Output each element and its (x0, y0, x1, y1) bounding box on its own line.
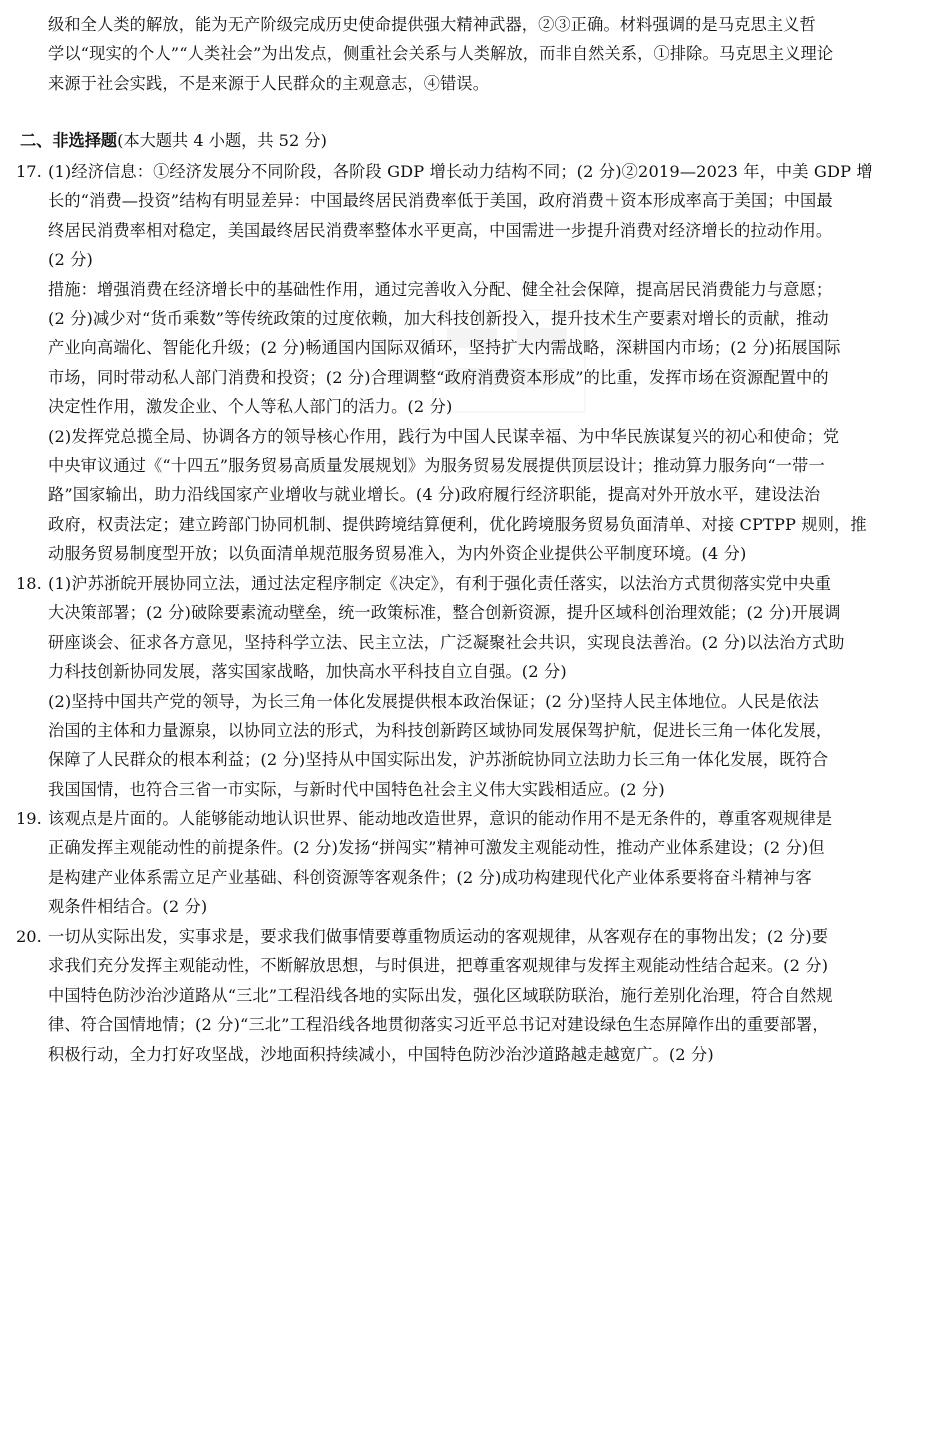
text-line: (2 分)减少对“货币乘数”等传统政策的过度依赖，加大科技创新投入，提升技术生产要素对增长的贡献，推动 (48, 309, 829, 329)
text-line: 级和全人类的解放，能为无产阶级完成历史使命提供强大精神武器，②③正确。材料强调的是马克思主义哲 (48, 15, 816, 34)
text-line: 求我们充分发挥主观能动性，不断解放思想，与时俱进，把尊重客观规律与发挥主观能动性结合起来。(2 分) (48, 956, 829, 976)
question-number: 17. (16, 162, 42, 181)
text-line: 力科技创新协同发展，落实国家战略，加快高水平科技自立自强。(2 分) (48, 662, 567, 682)
text-line: 大决策部署；(2 分)破除要素流动壁垒，统一政策标准，整合创新资源，提升区域科创治理效能；(2 分)开展调 (48, 603, 841, 623)
text-line: 一切从实际出发，实事求是，要求我们做事情要尊重物质运动的客观规律，从客观存在的事物出发；(2 分)要 (48, 927, 829, 946)
section-title: 二、非选择题 (20, 131, 118, 150)
text-line: 中国特色防沙治沙道路从“三北”工程沿线各地的实际出发，强化区域联防联治，施行差别化治理，符合自然规 (48, 985, 833, 1005)
text-line: 我国国情，也符合三省一市实际，与新时代中国特色社会主义伟大实践相适应。(2 分) (48, 779, 665, 799)
text-line: 是构建产业体系需立足产业基础、科创资源等客观条件；(2 分)成功构建现代化产业体系要将奋斗精神与客 (48, 867, 812, 887)
question-18 (16, 569, 933, 804)
text-line: 正确发挥主观能动性的前提条件。(2 分)发扬“拼闯实”精神可激发主观能动性，推动产业体系建设；(2 分)但 (48, 838, 825, 858)
text-line: 产业向高端化、智能化升级；(2 分)畅通国内国际双循环，坚持扩大内需战略，深耕国内市场；(2 分)拓展国际 (48, 338, 841, 358)
q18-part1 (48, 569, 933, 687)
text-line: 长的“消费—投资”结构有明显差异：中国最终居民消费率低于美国，政府消费＋资本形成率高于美国；中国最 (48, 191, 833, 211)
text-line: 律、符合国情地情；(2 分)“三北”工程沿线各地贯彻落实习近平总书记对建设绿色生态屏障作出的重要部署， (48, 1015, 829, 1035)
text-line: (2 分) (48, 250, 94, 270)
previous-answer-tail (48, 15, 933, 126)
text-line: 研座谈会、征求各方意见，坚持科学立法、民主立法，广泛凝聚社会共识，实现良法善治。(2 分)以法治方式助 (48, 632, 845, 652)
text-line: 积极行动，全力打好攻坚战，沙地面积持续减小，中国特色防沙治沙道路越走越宽广。(2 分) (48, 1044, 714, 1064)
q17-part1 (48, 157, 933, 422)
question-20 (16, 922, 933, 1069)
question-number: 18. (16, 574, 42, 593)
text-line: 来源于社会实践，不是来源于人民群众的主观意志，④错误。 (48, 73, 490, 93)
text-line: 政府，权责法定；建立跨部门协同机制、提供跨境结算便利，优化跨境服务贸易负面清单、对接 CPTPP 规则，推 (48, 514, 867, 534)
text-line: 学以“现实的个人”“人类社会”为出发点，侧重社会关系与人类解放，而非自然关系，①排除。马克思主义理论 (48, 44, 834, 64)
text-line: 该观点是片面的。人能够能动地认识世界、能动地改造世界，意识的能动作用不是无条件的，尊重客观规律是 (48, 809, 833, 828)
text-line: 决定性作用，激发企业、个人等私人部门的活力。(2 分) (48, 397, 453, 417)
question-17 (16, 157, 933, 569)
text-line: 动服务贸易制度型开放；以负面清单规范服务贸易准入，为内外资企业提供公平制度环境。(4 分) (48, 544, 747, 564)
text-line: 路”国家输出，助力沿线国家产业增收与就业增长。(4 分)政府履行经济职能，提高对外开放水平，建设法治 (48, 485, 821, 505)
question-number: 20. (16, 927, 42, 946)
question-19 (16, 804, 933, 922)
text-line: (1)经济信息：①经济发展分不同阶段，各阶段 GDP 增长动力结构不同；(2 分)②2019—2023 年，中美 GDP 增 (48, 162, 873, 181)
text-line: 措施：增强消费在经济增长中的基础性作用，通过完善收入分配、健全社会保障，提高居民消费能力与意愿； (48, 279, 833, 299)
q18-part2 (48, 687, 933, 805)
text-line: (2)发挥党总揽全局、协调各方的领导核心作用，践行为中国人民谋幸福、为中华民族谋复兴的初心和使命；党 (48, 426, 840, 446)
q17-part2 (48, 422, 933, 569)
text-line: 市场，同时带动私人部门消费和投资；(2 分)合理调整“政府消费资本形成”的比重，发挥市场在资源配置中的 (48, 367, 829, 387)
text-line: 保障了人民群众的根本利益；(2 分)坚持从中国实际出发，沪苏浙皖协同立法助力长三角一体化发展，既符合 (48, 750, 829, 770)
text-line: (1)沪苏浙皖开展协同立法，通过法定程序制定《决定》，有利于强化责任落实，以法治方式贯彻落实党中央重 (48, 574, 832, 593)
section-subtitle: (本大题共 4 小题，共 52 分) (117, 131, 327, 150)
text-line: 终居民消费率相对稳定，美国最终居民消费率整体水平更高，中国需进一步提升消费对经济增长的拉动作用。 (48, 220, 833, 240)
text-line: 观条件相结合。(2 分) (48, 897, 208, 917)
text-line: 中央审议通过《“十四五”服务贸易高质量发展规划》为服务贸易发展提供顶层设计；推动算力服务向“一带一 (48, 456, 825, 476)
section-heading (20, 126, 920, 155)
question-number: 19. (16, 809, 42, 828)
text-line: 治国的主体和力量源泉，以协同立法的形式，为科技创新跨区域协同发展保驾护航，促进长三角一体化发展， (48, 721, 833, 741)
text-line: (2)坚持中国共产党的领导，为长三角一体化发展提供根本政治保证；(2 分)坚持人民主体地位。人民是依法 (48, 691, 819, 711)
